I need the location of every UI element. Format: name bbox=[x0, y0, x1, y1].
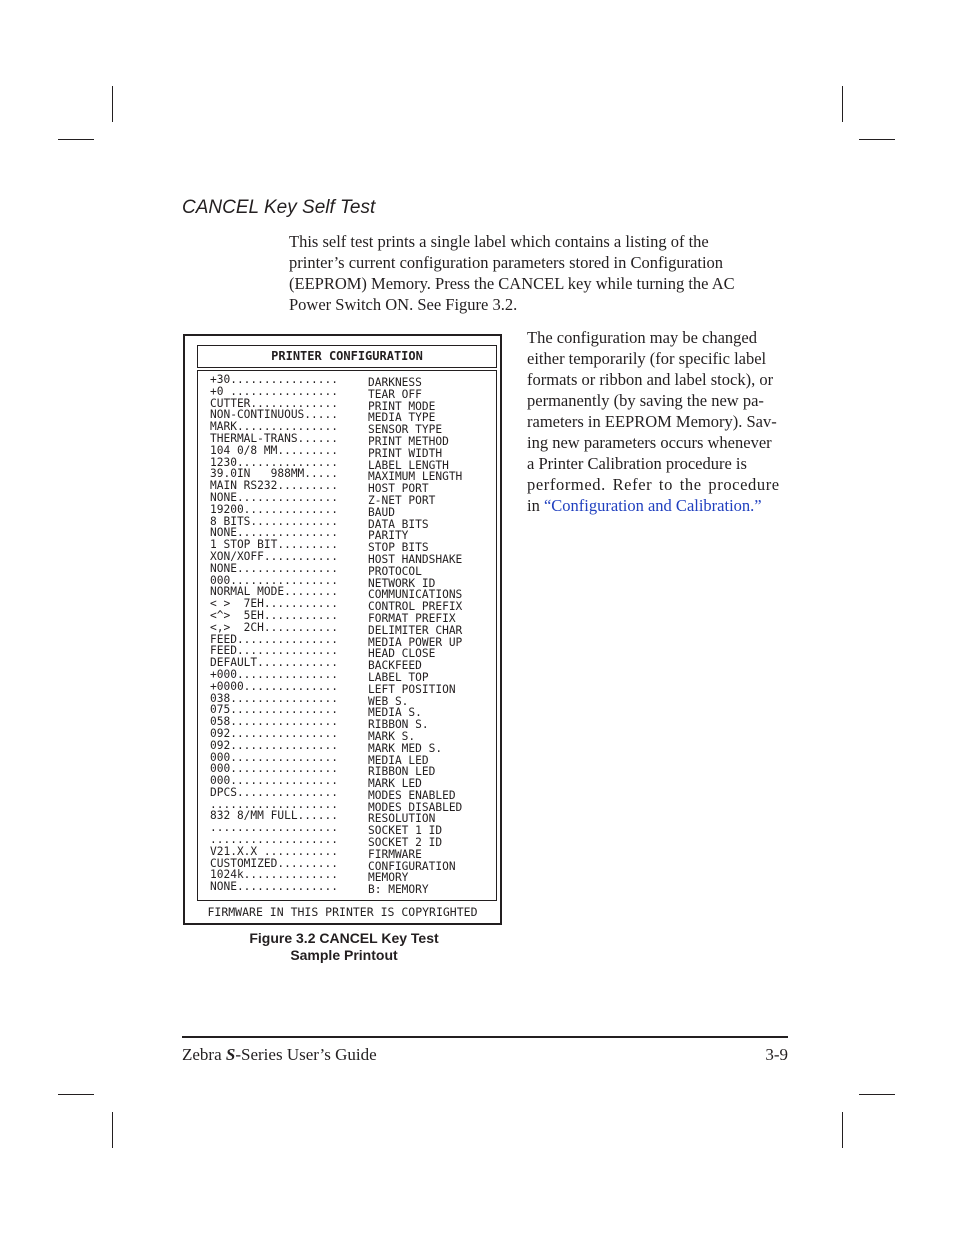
config-param: DARKNESS bbox=[368, 375, 422, 389]
crop-mark bbox=[859, 139, 895, 140]
config-row bbox=[210, 704, 462, 720]
config-value: XON/XOFF........... bbox=[210, 550, 338, 563]
config-param: RIBBON LED bbox=[368, 765, 436, 779]
config-value: ................... bbox=[210, 798, 338, 811]
config-value: ................... bbox=[210, 834, 338, 846]
side-line: ing new parameters occurs whenever bbox=[527, 433, 772, 452]
config-value: CUTTER............. bbox=[210, 397, 338, 410]
config-value: <,> 2CH........... bbox=[210, 621, 338, 634]
footer-rule bbox=[182, 1036, 788, 1038]
caption-line: Figure 3.2 CANCEL Key Test bbox=[249, 930, 439, 946]
config-row bbox=[210, 456, 462, 472]
config-param: B: MEMORY bbox=[368, 883, 429, 897]
config-param: CONTROL PREFIX bbox=[368, 599, 463, 613]
side-line: rameters in EEPROM Memory). Sav- bbox=[527, 412, 777, 431]
config-row bbox=[210, 480, 462, 495]
config-param: Z-NET PORT bbox=[368, 493, 436, 507]
section-heading: CANCEL Key Self Test bbox=[182, 197, 376, 218]
config-value: 092................ bbox=[210, 727, 338, 740]
config-value: 19200.............. bbox=[210, 503, 338, 516]
config-param: MARK LED bbox=[368, 776, 422, 790]
footer-prefix: Zebra bbox=[182, 1045, 226, 1064]
config-value: NONE............... bbox=[210, 881, 338, 894]
side-paragraph bbox=[527, 327, 792, 516]
config-row bbox=[210, 550, 463, 566]
config-param: COMMUNICATIONS bbox=[368, 588, 463, 602]
config-value: 000................ bbox=[210, 763, 338, 776]
config-param: MEDIA TYPE bbox=[368, 411, 436, 425]
config-row bbox=[210, 374, 462, 389]
side-line: performed. Refer to the procedure bbox=[527, 475, 780, 494]
config-param: BACKFEED bbox=[368, 658, 422, 672]
config-param: SOCKET 2 ID bbox=[368, 835, 443, 849]
config-param: DELIMITER CHAR bbox=[368, 623, 463, 637]
config-value: +0000.............. bbox=[210, 680, 338, 693]
config-row bbox=[210, 397, 462, 413]
config-value: ................... bbox=[210, 822, 338, 835]
crop-mark bbox=[842, 1112, 843, 1148]
configuration-calibration-link[interactable]: “Configuration and Calibration.” bbox=[543, 496, 762, 515]
intro-line: (EEPROM) Memory. Press the CANCEL key while turning the AC bbox=[289, 274, 735, 293]
config-param: MODES DISABLED bbox=[368, 800, 463, 814]
crop-mark bbox=[58, 139, 94, 140]
config-value: +000............... bbox=[210, 668, 338, 681]
config-value: 000................ bbox=[210, 775, 338, 787]
side-line: permanently (by saving the new pa- bbox=[527, 391, 764, 410]
config-row bbox=[210, 633, 463, 649]
config-param: MAXIMUM LENGTH bbox=[368, 470, 463, 484]
config-param: MEDIA S. bbox=[368, 706, 422, 720]
config-param: MEDIA LED bbox=[368, 753, 429, 767]
config-value: NONE............... bbox=[210, 562, 338, 575]
config-row bbox=[210, 822, 462, 838]
side-line: The configuration may be changed bbox=[527, 328, 757, 347]
config-param: FORMAT PREFIX bbox=[368, 611, 456, 625]
copyright-line: FIRMWARE IN THIS PRINTER IS COPYRIGHTED bbox=[207, 905, 478, 919]
config-param: PRINT METHOD bbox=[368, 434, 449, 448]
config-param: LABEL TOP bbox=[368, 670, 429, 684]
config-value: NORMAL MODE........ bbox=[210, 586, 338, 599]
config-param: PROTOCOL bbox=[368, 564, 422, 578]
config-param: DATA BITS bbox=[368, 517, 429, 531]
config-row bbox=[210, 598, 463, 613]
crop-mark bbox=[859, 1094, 895, 1095]
footer-title bbox=[182, 1044, 377, 1066]
figure-caption bbox=[183, 930, 505, 964]
config-value: 1230............... bbox=[210, 456, 338, 469]
config-param: HEAD CLOSE bbox=[368, 647, 436, 661]
config-value: 075................ bbox=[210, 704, 338, 717]
config-param: MEMORY bbox=[368, 871, 409, 885]
config-value: CUSTOMIZED......... bbox=[210, 857, 338, 870]
page-number: 3-9 bbox=[765, 1045, 788, 1064]
config-value: +0 ................ bbox=[210, 385, 338, 398]
config-row bbox=[210, 786, 462, 802]
config-value: DPCS............... bbox=[210, 786, 338, 799]
config-value: NONE............... bbox=[210, 491, 338, 504]
intro-line: Power Switch ON. See Figure 3.2. bbox=[289, 295, 518, 314]
printout-title: PRINTER CONFIGURATION bbox=[197, 345, 497, 368]
side-line-prefix: in bbox=[527, 496, 544, 515]
config-value: 000................ bbox=[210, 751, 338, 764]
config-row bbox=[210, 645, 462, 661]
footer-suffix: -Series User’s Guide bbox=[235, 1045, 377, 1064]
config-param: MEDIA POWER UP bbox=[368, 635, 463, 649]
config-row bbox=[210, 491, 462, 507]
config-row bbox=[210, 539, 462, 554]
config-param: MARK S. bbox=[368, 729, 416, 743]
config-row bbox=[210, 468, 463, 484]
config-row bbox=[210, 810, 462, 826]
config-param: PRINT MODE bbox=[368, 399, 436, 413]
config-value: +30................ bbox=[210, 374, 338, 386]
intro-line: printer’s current configuration parameters stored in Configuration bbox=[289, 253, 724, 272]
config-value: 1 STOP BIT......... bbox=[210, 539, 338, 551]
config-row bbox=[210, 834, 462, 849]
config-value: <^> 5EH........... bbox=[210, 609, 338, 622]
crop-mark bbox=[58, 1094, 94, 1095]
config-row bbox=[210, 751, 462, 767]
config-row bbox=[210, 432, 462, 448]
crop-mark bbox=[842, 86, 843, 122]
printout-figure bbox=[183, 334, 502, 925]
config-value: 104 0/8 MM......... bbox=[210, 444, 338, 457]
config-param: PRINT WIDTH bbox=[368, 446, 443, 460]
config-row bbox=[210, 574, 462, 590]
config-param: FIRMWARE bbox=[368, 847, 422, 861]
intro-line: This self test prints a single label which contains a listing of the bbox=[289, 232, 709, 251]
config-value: THERMAL-TRANS...... bbox=[210, 432, 338, 445]
config-value: 038................ bbox=[210, 692, 338, 705]
config-row bbox=[210, 798, 463, 814]
config-value: 058................ bbox=[210, 716, 338, 728]
config-value: V21.X.X ........... bbox=[210, 845, 338, 858]
config-value: NONE............... bbox=[210, 527, 338, 540]
config-rows bbox=[210, 374, 463, 897]
config-value: 39.0IN 988MM..... bbox=[210, 468, 338, 481]
config-param: HOST HANDSHAKE bbox=[368, 552, 463, 566]
footer-brand-letter: S bbox=[225, 1045, 236, 1064]
config-value: FEED............... bbox=[210, 633, 338, 646]
side-line: a Printer Calibration procedure is bbox=[527, 454, 747, 473]
intro-paragraph bbox=[289, 231, 769, 315]
crop-mark bbox=[112, 1112, 113, 1148]
config-param: HOST PORT bbox=[368, 481, 429, 495]
config-row bbox=[210, 421, 462, 436]
config-row bbox=[210, 515, 462, 531]
config-value: DEFAULT............ bbox=[210, 657, 338, 669]
config-param: RIBBON S. bbox=[368, 717, 429, 731]
config-param: SENSOR TYPE bbox=[368, 422, 443, 436]
side-line: formats or ribbon and label stock), or bbox=[527, 370, 774, 389]
config-param: NETWORK ID bbox=[368, 576, 436, 590]
config-param: TEAR OFF bbox=[368, 387, 422, 401]
config-param: STOP BITS bbox=[368, 540, 429, 554]
config-param: LABEL LENGTH bbox=[368, 458, 449, 472]
config-param: MODES ENABLED bbox=[368, 788, 456, 802]
config-value: 8 BITS............. bbox=[210, 515, 338, 528]
config-row bbox=[210, 763, 462, 779]
config-row bbox=[210, 739, 462, 755]
config-row bbox=[210, 385, 462, 401]
config-value: MARK............... bbox=[210, 421, 338, 433]
side-line: either temporarily (for specific label bbox=[527, 349, 767, 368]
config-param: BAUD bbox=[368, 505, 395, 519]
config-row bbox=[210, 609, 462, 625]
config-row bbox=[210, 680, 462, 696]
crop-mark bbox=[112, 86, 113, 122]
config-param: LEFT POSITION bbox=[368, 682, 456, 696]
config-param: PARITY bbox=[368, 529, 409, 543]
config-value: 832 8/MM FULL...... bbox=[210, 810, 338, 823]
config-row bbox=[210, 881, 462, 897]
config-row bbox=[210, 668, 462, 684]
config-row bbox=[210, 444, 462, 460]
config-value: NON-CONTINUOUS..... bbox=[210, 409, 338, 422]
config-param: SOCKET 1 ID bbox=[368, 824, 443, 838]
config-param: CONFIGURATION bbox=[368, 859, 456, 873]
config-value: 000................ bbox=[210, 574, 338, 587]
config-list-box bbox=[197, 370, 497, 901]
config-row bbox=[210, 586, 463, 602]
config-row bbox=[210, 716, 462, 731]
config-value: 1024k.............. bbox=[210, 869, 338, 882]
config-row bbox=[210, 857, 462, 873]
config-value: FEED............... bbox=[210, 645, 338, 658]
caption-line: Sample Printout bbox=[290, 947, 398, 963]
config-param: MARK MED S. bbox=[368, 741, 443, 755]
config-row bbox=[210, 621, 463, 637]
config-value: MAIN RS232......... bbox=[210, 480, 338, 492]
config-param: RESOLUTION bbox=[368, 812, 436, 826]
config-row bbox=[210, 409, 462, 425]
config-value: 092................ bbox=[210, 739, 338, 752]
config-param: WEB S. bbox=[368, 694, 409, 708]
config-value: < > 7EH........... bbox=[210, 598, 338, 610]
